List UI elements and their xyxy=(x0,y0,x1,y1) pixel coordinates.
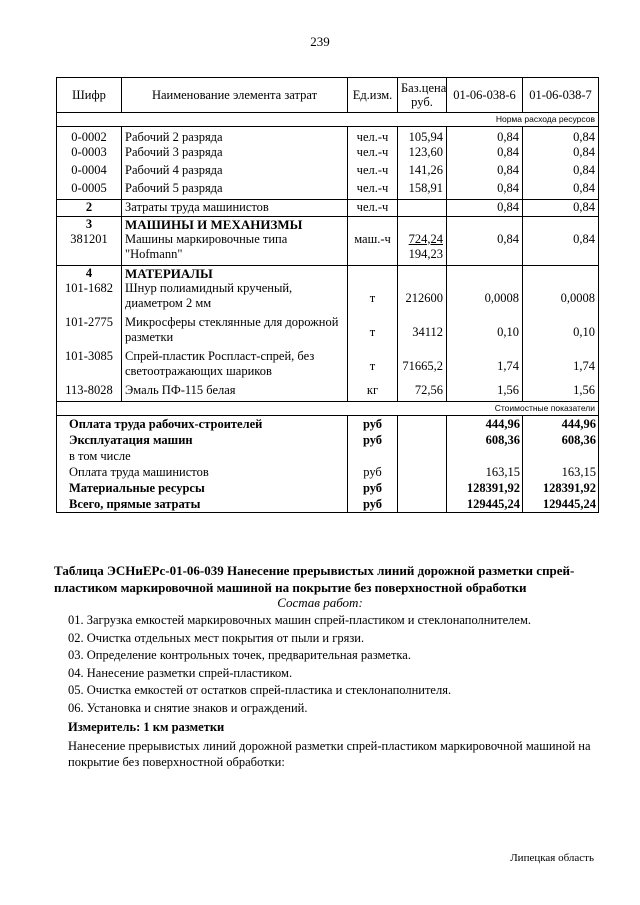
row-code: 0-0002 xyxy=(57,127,122,146)
section-name: Затраты труда машинистов xyxy=(122,199,348,216)
row-price: 105,94 xyxy=(398,127,447,146)
section-code: 4 xyxy=(57,266,122,282)
total-row xyxy=(57,448,599,464)
row-price: 212600 xyxy=(398,281,447,315)
total-value-7: 129445,24 xyxy=(523,496,599,513)
row-value-6: 0,84 xyxy=(447,199,523,216)
row-value-7: 0,84 xyxy=(523,163,599,181)
total-value-6: 444,96 xyxy=(447,415,523,432)
section-row xyxy=(57,266,599,282)
work-item: 06. Установка и снятие знаков и ограждений. xyxy=(68,700,308,715)
row-code: 0-0005 xyxy=(57,181,122,199)
row-value-7: 0,84 xyxy=(523,145,599,163)
section-code: 3 xyxy=(57,216,122,232)
row-price: 158,91 xyxy=(398,181,447,199)
row-code: 101-1682 xyxy=(57,281,122,315)
row-price: 123,60 xyxy=(398,145,447,163)
row-unit: чел.-ч xyxy=(348,199,398,216)
row-value-6: 0,84 xyxy=(447,127,523,146)
row-unit: т xyxy=(348,281,398,315)
row-value-6: 1,74 xyxy=(447,349,523,383)
total-unit: руб xyxy=(348,496,398,513)
row-value-6: 0,84 xyxy=(447,145,523,163)
row-price: 724,24 xyxy=(408,231,443,246)
footer-region: Липецкая область xyxy=(510,852,594,864)
row-value-6: 0,10 xyxy=(447,315,523,349)
total-name: Материальные ресурсы xyxy=(57,480,348,496)
row-name: Эмаль ПФ-115 белая xyxy=(122,383,348,401)
row-code: 101-2775 xyxy=(57,315,122,349)
row-unit: маш.-ч xyxy=(348,232,398,266)
row-name: Рабочий 5 разряда xyxy=(122,181,348,199)
total-name: Всего, прямые затраты xyxy=(57,496,348,513)
header-code: Шифр xyxy=(57,78,122,113)
row-price: 71665,2 xyxy=(398,349,447,383)
table-row xyxy=(57,315,599,349)
row-code: 381201 xyxy=(57,232,122,266)
row-unit: т xyxy=(348,349,398,383)
header-col-6: 01-06-038-6 xyxy=(447,78,523,113)
table-row xyxy=(57,127,599,146)
works-title: Состав работ: xyxy=(277,595,363,610)
row-value-6: 0,84 xyxy=(447,232,523,266)
table-row xyxy=(57,349,599,383)
section-row xyxy=(57,216,599,232)
total-row xyxy=(57,432,599,448)
work-item: 01. Загрузка емкостей маркировочных машин спрей-пластиком и стеклонаполнителем. xyxy=(68,613,532,627)
total-name: Оплата труда рабочих-строителей xyxy=(57,415,348,432)
row-price: 141,26 xyxy=(398,163,447,181)
row-value-7: 0,84 xyxy=(523,181,599,199)
row-name: Рабочий 2 разряда xyxy=(122,127,348,146)
total-value-6: 608,36 xyxy=(447,432,523,448)
row-value-6: 0,0008 xyxy=(447,281,523,315)
total-value-6: 128391,92 xyxy=(447,480,523,496)
resource-table xyxy=(56,77,599,513)
section-name: МАШИНЫ И МЕХАНИЗМЫ xyxy=(122,216,348,232)
table-header xyxy=(57,78,599,113)
row-price-secondary: 194,23 xyxy=(408,246,443,261)
total-name: Эксплуатация машин xyxy=(57,432,348,448)
total-value-6: 163,15 xyxy=(447,464,523,480)
section-title: Таблица ЭСНиЕРс-01-06-039 Нанесение прерывистых линий дорожной разметки спрей-пластиком маркировочной машиной на покрытие без поверхностной обработки xyxy=(54,563,575,595)
row-name: Машины маркировочные типа "Hofmann" xyxy=(122,232,348,266)
total-value-7: 128391,92 xyxy=(523,480,599,496)
row-name: Микросферы стеклянные для дорожной разметки xyxy=(122,315,348,349)
row-unit: чел.-ч xyxy=(348,181,398,199)
total-unit: руб xyxy=(348,415,398,432)
total-row xyxy=(57,496,599,513)
total-name: в том числе xyxy=(57,448,348,464)
row-value-6: 1,56 xyxy=(447,383,523,401)
row-code: 113-8028 xyxy=(57,383,122,401)
section-code: 2 xyxy=(57,199,122,216)
row-unit: чел.-ч xyxy=(348,127,398,146)
table-row xyxy=(57,232,599,266)
row-value-7: 0,84 xyxy=(523,127,599,146)
total-row xyxy=(57,480,599,496)
header-col-7: 01-06-038-7 xyxy=(523,78,599,113)
page-number: 239 xyxy=(310,34,330,49)
table-row xyxy=(57,383,599,401)
row-value-7: 0,84 xyxy=(523,199,599,216)
row-unit: т xyxy=(348,315,398,349)
table-row xyxy=(57,163,599,181)
total-name: Оплата труда машинистов xyxy=(57,464,348,480)
row-value-7: 1,56 xyxy=(523,383,599,401)
section-name: МАТЕРИАЛЫ xyxy=(122,266,348,282)
cost-label: Стоимостные показатели xyxy=(57,401,599,415)
row-unit: чел.-ч xyxy=(348,145,398,163)
description: Нанесение прерывистых линий дорожной разметки спрей-пластиком маркировочной машиной на покрытие без поверхностной обработки: xyxy=(68,739,591,769)
total-unit: руб xyxy=(348,480,398,496)
work-item: 03. Определение контрольных точек, предварительная разметка. xyxy=(68,648,411,662)
total-value-7: 608,36 xyxy=(523,432,599,448)
row-name: Рабочий 3 разряда xyxy=(122,145,348,163)
row-name: Рабочий 4 разряда xyxy=(122,163,348,181)
row-name: Шнур полиамидный крученый, диаметром 2 мм xyxy=(122,281,348,315)
work-item: 02. Очистка отдельных мест покрытия от пыли и грязи. xyxy=(68,630,365,645)
total-unit: руб xyxy=(348,464,398,480)
row-code: 0-0004 xyxy=(57,163,122,181)
row-code: 0-0003 xyxy=(57,145,122,163)
row-value-6: 0,84 xyxy=(447,163,523,181)
table-row xyxy=(57,145,599,163)
row-value-7: 0,10 xyxy=(523,315,599,349)
row-price: 72,56 xyxy=(398,383,447,401)
row-name: Спрей-пластик Роспласт-спрей, без светоотражающих шариков xyxy=(122,349,348,383)
row-unit: чел.-ч xyxy=(348,163,398,181)
total-value-7: 444,96 xyxy=(523,415,599,432)
table-row xyxy=(57,181,599,199)
total-value-6: 129445,24 xyxy=(447,496,523,513)
header-unit: Ед.изм. xyxy=(348,78,398,113)
header-price: Баз.цена руб. xyxy=(398,78,447,113)
row-value-7: 1,74 xyxy=(523,349,599,383)
work-item: 04. Нанесение разметки спрей-пластиком. xyxy=(68,665,293,680)
work-item: 05. Очистка емкостей от остатков спрей-пластика и стеклонаполнителя. xyxy=(68,683,452,697)
row-value-6: 0,84 xyxy=(447,181,523,199)
section-row xyxy=(57,199,599,216)
total-row xyxy=(57,464,599,480)
row-value-7: 0,84 xyxy=(523,232,599,266)
table-row xyxy=(57,281,599,315)
total-unit: руб xyxy=(348,432,398,448)
works-list xyxy=(68,612,608,717)
measure-unit: Измеритель: 1 км разметки xyxy=(68,720,225,734)
row-price: 34112 xyxy=(398,315,447,349)
total-row xyxy=(57,415,599,432)
header-name: Наименование элемента затрат xyxy=(122,78,348,113)
row-value-7: 0,0008 xyxy=(523,281,599,315)
row-unit: кг xyxy=(348,383,398,401)
row-code: 101-3085 xyxy=(57,349,122,383)
norm-label: Норма расхода ресурсов xyxy=(57,113,599,127)
total-value-7: 163,15 xyxy=(523,464,599,480)
